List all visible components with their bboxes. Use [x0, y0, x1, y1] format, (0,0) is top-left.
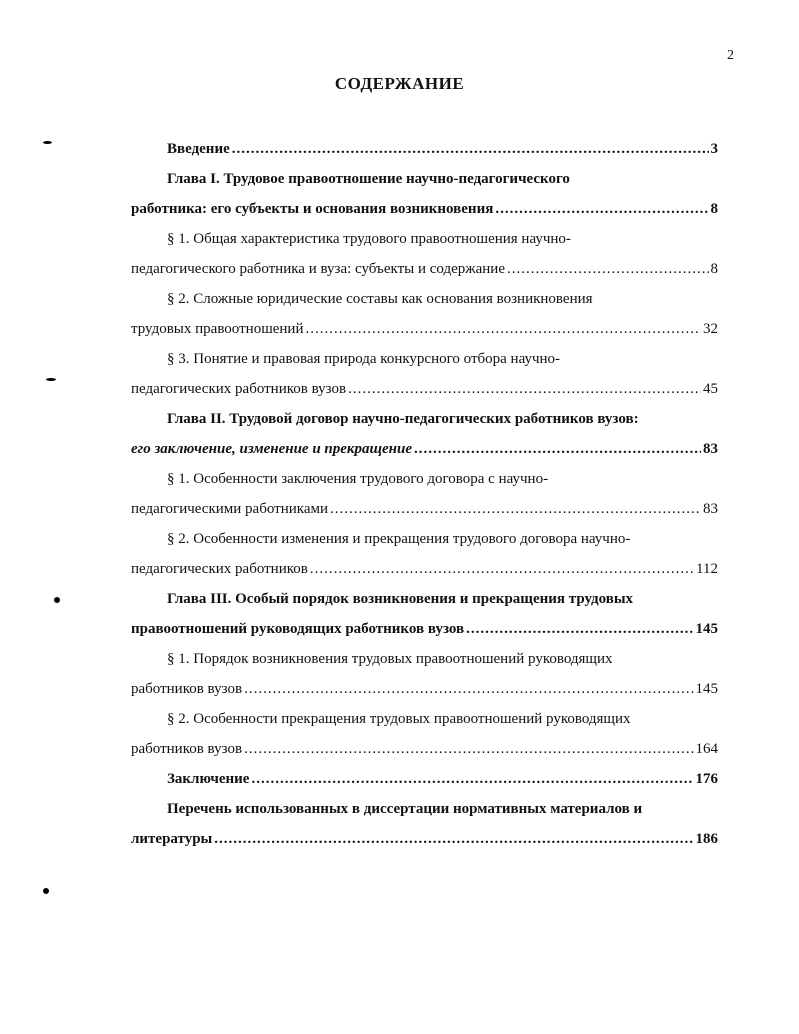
toc-entry-line: § 2. Сложные юридические составы как основания возникновения	[167, 291, 593, 307]
toc-entry	[131, 704, 718, 764]
toc-entry-text: Заключение	[167, 771, 250, 787]
toc-entry-last-line	[131, 554, 718, 584]
toc-page-number: 164	[695, 741, 718, 757]
toc-entry-last-line	[131, 494, 718, 524]
toc-entry-last-line	[131, 434, 718, 464]
dot-leader	[214, 824, 693, 854]
toc-entry-text: педагогического работника и вуза: субъекты и содержание	[131, 261, 505, 277]
toc-page-number: 145	[695, 681, 718, 697]
toc-entry-text: трудовых правоотношений	[131, 321, 304, 337]
dot-leader	[330, 494, 701, 524]
toc-entry-line: § 1. Особенности заключения трудового договора с научно-	[167, 471, 549, 487]
toc-entry-last-line	[131, 764, 718, 794]
toc-entry-last-line	[131, 824, 718, 854]
dot-leader	[310, 554, 694, 584]
toc-entry-last-line	[131, 194, 718, 224]
toc-entry-text: педагогическими работниками	[131, 501, 328, 517]
toc-entry-line: Глава III. Особый порядок возникновения и прекращения трудовых	[167, 591, 634, 607]
toc-entry	[131, 404, 718, 464]
toc-entry-line: Глава II. Трудовой договор научно-педагогических работников вузов:	[167, 411, 639, 427]
toc-entry-last-line	[131, 374, 718, 404]
dot-leader	[244, 674, 693, 704]
toc-entry-text: его заключение, изменение и прекращение	[131, 441, 413, 457]
toc-title: СОДЕРЖАНИЕ	[334, 74, 465, 93]
toc-entry-last-line	[131, 614, 718, 644]
toc-page-number: 186	[695, 831, 718, 847]
table-of-contents	[131, 134, 718, 854]
dot-leader	[244, 734, 693, 764]
toc-entry-text: педагогических работников вузов	[131, 381, 347, 397]
toc-page-number: 145	[695, 621, 718, 637]
toc-page-number: 32	[703, 321, 718, 337]
toc-entry-last-line	[131, 314, 718, 344]
toc-page-number: 83	[703, 501, 718, 517]
toc-entry-line: Перечень использованных в диссертации нормативных материалов и	[167, 801, 643, 817]
toc-page-number: 176	[695, 771, 718, 787]
toc-page-number: 3	[710, 141, 718, 157]
toc-entry-line: § 3. Понятие и правовая природа конкурсного отбора научно-	[167, 351, 561, 367]
dot-leader	[495, 194, 708, 224]
toc-entry	[131, 464, 718, 524]
toc-entry	[131, 344, 718, 404]
dot-leader	[232, 134, 709, 164]
toc-page-number: 112	[696, 561, 718, 577]
toc-entry	[131, 584, 718, 644]
dot-leader	[466, 614, 693, 644]
toc-entry	[131, 524, 718, 584]
toc-entry	[131, 284, 718, 344]
toc-entry-last-line	[131, 674, 718, 704]
dot-leader	[251, 764, 693, 794]
toc-entry	[131, 794, 718, 854]
toc-entry	[131, 224, 718, 284]
page-number: 2	[727, 48, 734, 63]
toc-entry-text: работников вузов	[131, 741, 243, 757]
scan-mark	[46, 378, 56, 381]
toc-entry	[131, 644, 718, 704]
toc-entry-text: Введение	[167, 141, 230, 157]
toc-entry-text: педагогических работников	[131, 561, 308, 577]
dot-leader	[305, 314, 701, 344]
toc-entry	[131, 134, 718, 164]
toc-entry-text: правоотношений руководящих работников вузов	[131, 621, 465, 637]
toc-entry-text: работников вузов	[131, 681, 243, 697]
toc-entry-line: § 1. Общая характеристика трудового правоотношения научно-	[167, 231, 571, 247]
toc-page-number: 8	[710, 201, 718, 217]
toc-entry-last-line	[131, 134, 718, 164]
toc-entry-last-line	[131, 734, 718, 764]
scan-mark	[54, 597, 60, 603]
toc-entry-line: § 2. Особенности изменения и прекращения трудового договора научно-	[167, 531, 631, 547]
toc-entry	[131, 764, 718, 794]
dot-leader	[414, 434, 701, 464]
dot-leader	[507, 254, 709, 284]
scan-mark	[43, 141, 52, 144]
toc-entry-text: литературы	[131, 831, 213, 847]
dot-leader	[348, 374, 701, 404]
toc-entry-line: § 1. Порядок возникновения трудовых правоотношений руководящих	[167, 651, 613, 667]
toc-entry-line: § 2. Особенности прекращения трудовых правоотношений руководящих	[167, 711, 631, 727]
toc-entry-line: Глава I. Трудовое правоотношение научно-педагогического	[167, 171, 570, 187]
toc-entry	[131, 164, 718, 224]
scan-mark	[43, 888, 49, 894]
toc-entry-text: работника: его субъекты и основания возникновения	[131, 201, 494, 217]
toc-page-number: 45	[703, 381, 718, 397]
toc-page-number: 8	[710, 261, 718, 277]
toc-page-number: 83	[703, 441, 718, 457]
toc-entry-last-line	[131, 254, 718, 284]
